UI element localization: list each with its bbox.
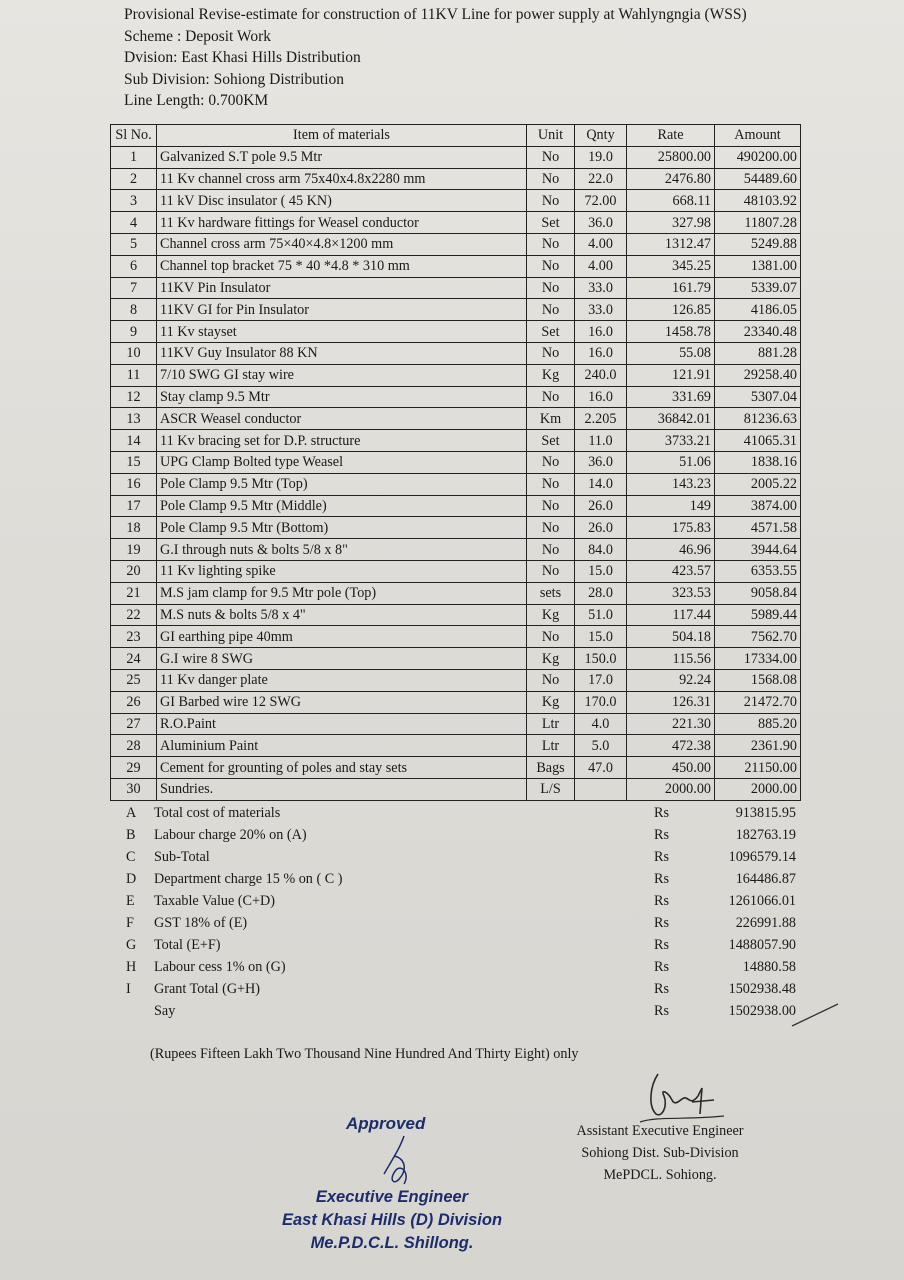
table-row xyxy=(111,321,801,343)
cell-unit: No xyxy=(527,451,575,473)
cell-item: Pole Clamp 9.5 Mtr (Top) xyxy=(157,473,527,495)
cell-sl-no: 26 xyxy=(111,691,157,713)
cell-qty: 15.0 xyxy=(575,560,627,582)
cell-sl-no: 18 xyxy=(111,517,157,539)
cell-sl-no: 21 xyxy=(111,582,157,604)
summary-description: Say xyxy=(154,1003,176,1019)
cell-amount: 48103.92 xyxy=(715,190,801,212)
cell-item: 7/10 SWG GI stay wire xyxy=(157,364,527,386)
summary-currency: Rs xyxy=(654,915,669,931)
sub-division-line: Sub Division: Sohiong Distribution xyxy=(124,70,345,88)
summary-row xyxy=(118,912,818,934)
summary-row xyxy=(118,846,818,868)
cell-amount: 6353.55 xyxy=(715,560,801,582)
summary-description: Department charge 15 % on ( C ) xyxy=(154,871,343,887)
cell-amount: 881.28 xyxy=(715,342,801,364)
table-row xyxy=(111,255,801,277)
table-row xyxy=(111,190,801,212)
assistant-engineer-block xyxy=(540,1120,780,1186)
cell-amount: 3944.64 xyxy=(715,539,801,561)
cell-sl-no: 3 xyxy=(111,190,157,212)
cell-qty: 4.0 xyxy=(575,713,627,735)
col-rate: Rate xyxy=(627,125,715,147)
cell-rate: 143.23 xyxy=(627,473,715,495)
summary-key: B xyxy=(126,827,136,843)
cell-unit: No xyxy=(527,495,575,517)
cell-item: M.S nuts & bolts 5/8 x 4" xyxy=(157,604,527,626)
cell-sl-no: 17 xyxy=(111,495,157,517)
cell-qty: 36.0 xyxy=(575,212,627,234)
cell-unit: Set xyxy=(527,212,575,234)
cell-rate: 46.96 xyxy=(627,539,715,561)
table-row xyxy=(111,277,801,299)
table-row xyxy=(111,539,801,561)
cell-item: Pole Clamp 9.5 Mtr (Bottom) xyxy=(157,517,527,539)
cell-amount: 7562.70 xyxy=(715,626,801,648)
cell-item: ASCR Weasel conductor xyxy=(157,408,527,430)
summary-description: GST 18% of (E) xyxy=(154,915,248,931)
cell-sl-no: 10 xyxy=(111,342,157,364)
summary-currency: Rs xyxy=(654,937,669,953)
col-sl-no: Sl No. xyxy=(111,125,157,147)
cell-amount: 5307.04 xyxy=(715,386,801,408)
table-row xyxy=(111,778,801,800)
table-header-row xyxy=(111,125,801,147)
cell-unit: No xyxy=(527,255,575,277)
cell-sl-no: 9 xyxy=(111,321,157,343)
cell-amount: 4571.58 xyxy=(715,517,801,539)
summary-description: Sub-Total xyxy=(154,849,210,865)
cell-rate: 472.38 xyxy=(627,735,715,757)
cell-qty: 33.0 xyxy=(575,277,627,299)
ee-title: Executive Engineer xyxy=(315,1188,469,1206)
cell-amount: 41065.31 xyxy=(715,430,801,452)
cell-sl-no: 15 xyxy=(111,451,157,473)
cell-qty: 15.0 xyxy=(575,626,627,648)
cell-rate: 175.83 xyxy=(627,517,715,539)
ee-office: Me.P.D.C.L. Shillong. xyxy=(310,1234,474,1252)
table-row xyxy=(111,168,801,190)
cell-rate: 327.98 xyxy=(627,212,715,234)
summary-description: Grant Total (G+H) xyxy=(154,981,261,997)
cell-item: Sundries. xyxy=(157,778,527,800)
cell-rate: 126.85 xyxy=(627,299,715,321)
cell-unit: L/S xyxy=(527,778,575,800)
cell-item: Channel top bracket 75 * 40 *4.8 * 310 mm xyxy=(157,255,527,277)
summary-currency: Rs xyxy=(654,805,669,821)
summary-value: 164486.87 xyxy=(735,871,796,887)
cell-sl-no: 30 xyxy=(111,778,157,800)
table-row xyxy=(111,648,801,670)
cell-qty: 16.0 xyxy=(575,321,627,343)
table-row xyxy=(111,430,801,452)
cell-unit: Kg xyxy=(527,648,575,670)
table-row xyxy=(111,386,801,408)
cell-amount: 1568.08 xyxy=(715,669,801,691)
amount-in-words: (Rupees Fifteen Lakh Two Thousand Nine Hundred And Thirty Eight) only xyxy=(150,1046,579,1062)
cell-sl-no: 22 xyxy=(111,604,157,626)
cell-amount: 54489.60 xyxy=(715,168,801,190)
cell-unit: No xyxy=(527,669,575,691)
cell-amount: 1381.00 xyxy=(715,255,801,277)
cell-unit: Kg xyxy=(527,691,575,713)
cell-item: 11KV Pin Insulator xyxy=(157,277,527,299)
table-row xyxy=(111,560,801,582)
document-header xyxy=(124,4,884,112)
cell-qty: 28.0 xyxy=(575,582,627,604)
cell-rate: 450.00 xyxy=(627,757,715,779)
cell-amount: 3874.00 xyxy=(715,495,801,517)
cell-qty: 4.00 xyxy=(575,233,627,255)
cell-sl-no: 11 xyxy=(111,364,157,386)
cell-rate: 117.44 xyxy=(627,604,715,626)
cell-item: M.S jam clamp for 9.5 Mtr pole (Top) xyxy=(157,582,527,604)
cell-qty: 26.0 xyxy=(575,495,627,517)
summary-key: G xyxy=(126,937,137,953)
cell-amount: 1838.16 xyxy=(715,451,801,473)
cell-amount: 4186.05 xyxy=(715,299,801,321)
cell-unit: No xyxy=(527,233,575,255)
col-amount: Amount xyxy=(715,125,801,147)
cell-sl-no: 7 xyxy=(111,277,157,299)
cell-sl-no: 28 xyxy=(111,735,157,757)
cell-item: 11KV Guy Insulator 88 KN xyxy=(157,342,527,364)
signature-ae xyxy=(628,1066,728,1124)
cell-qty: 19.0 xyxy=(575,146,627,168)
table-row xyxy=(111,212,801,234)
cell-item: Aluminium Paint xyxy=(157,735,527,757)
cell-item: G.I wire 8 SWG xyxy=(157,648,527,670)
cell-unit: No xyxy=(527,626,575,648)
cell-unit: No xyxy=(527,517,575,539)
table-row xyxy=(111,473,801,495)
summary-row xyxy=(118,978,818,1000)
table-row xyxy=(111,757,801,779)
cell-unit: No xyxy=(527,473,575,495)
cell-sl-no: 1 xyxy=(111,146,157,168)
summary-description: Labour cess 1% on (G) xyxy=(154,959,286,975)
cell-item: 11 Kv bracing set for D.P. structure xyxy=(157,430,527,452)
cell-rate: 25800.00 xyxy=(627,146,715,168)
summary-key: E xyxy=(126,893,135,909)
cell-unit: Bags xyxy=(527,757,575,779)
cell-item: 11 Kv stayset xyxy=(157,321,527,343)
cell-amount: 5339.07 xyxy=(715,277,801,299)
scheme-line: Scheme : Deposit Work xyxy=(124,27,271,45)
table-row xyxy=(111,299,801,321)
cell-unit: No xyxy=(527,560,575,582)
cell-unit: sets xyxy=(527,582,575,604)
cell-qty: 16.0 xyxy=(575,342,627,364)
summary-value: 182763.19 xyxy=(735,827,796,843)
summary-currency: Rs xyxy=(654,959,669,975)
summary-key: F xyxy=(126,915,134,931)
cell-sl-no: 25 xyxy=(111,669,157,691)
cell-rate: 1312.47 xyxy=(627,233,715,255)
summary-row xyxy=(118,890,818,912)
cell-sl-no: 24 xyxy=(111,648,157,670)
table-row xyxy=(111,342,801,364)
summary-key: D xyxy=(126,871,137,887)
summary-currency: Rs xyxy=(654,827,669,843)
cell-qty: 22.0 xyxy=(575,168,627,190)
table-row xyxy=(111,691,801,713)
cell-sl-no: 16 xyxy=(111,473,157,495)
cell-sl-no: 2 xyxy=(111,168,157,190)
summary-currency: Rs xyxy=(654,893,669,909)
cell-sl-no: 23 xyxy=(111,626,157,648)
cell-rate: 331.69 xyxy=(627,386,715,408)
cell-item: Stay clamp 9.5 Mtr xyxy=(157,386,527,408)
cell-unit: No xyxy=(527,539,575,561)
approved-stamp: Approved xyxy=(346,1114,426,1133)
cell-rate: 161.79 xyxy=(627,277,715,299)
cell-qty: 170.0 xyxy=(575,691,627,713)
summary-description: Total cost of materials xyxy=(154,805,281,821)
cell-unit: No xyxy=(527,190,575,212)
cell-item: Pole Clamp 9.5 Mtr (Middle) xyxy=(157,495,527,517)
summary-description: Taxable Value (C+D) xyxy=(154,893,275,909)
cell-qty: 17.0 xyxy=(575,669,627,691)
materials-table xyxy=(110,124,801,801)
cell-amount: 9058.84 xyxy=(715,582,801,604)
cell-rate: 345.25 xyxy=(627,255,715,277)
cell-item: 11 Kv channel cross arm 75x40x4.8x2280 mm xyxy=(157,168,527,190)
cell-item: Galvanized S.T pole 9.5 Mtr xyxy=(157,146,527,168)
cell-item: 11 Kv danger plate xyxy=(157,669,527,691)
summary-currency: Rs xyxy=(654,1003,669,1019)
cell-sl-no: 27 xyxy=(111,713,157,735)
ae-subdivision: Sohiong Dist. Sub-Division xyxy=(581,1145,739,1161)
summary-currency: Rs xyxy=(654,871,669,887)
cell-item: 11 kV Disc insulator ( 45 KN) xyxy=(157,190,527,212)
summary-row xyxy=(118,824,818,846)
cell-amount: 23340.48 xyxy=(715,321,801,343)
cell-rate: 126.31 xyxy=(627,691,715,713)
table-row xyxy=(111,517,801,539)
cost-summary xyxy=(118,802,818,1022)
cell-qty: 16.0 xyxy=(575,386,627,408)
line-length: Line Length: 0.700KM xyxy=(124,92,269,109)
cell-sl-no: 29 xyxy=(111,757,157,779)
cell-unit: No xyxy=(527,299,575,321)
summary-row xyxy=(118,956,818,978)
cell-rate: 323.53 xyxy=(627,582,715,604)
cell-unit: No xyxy=(527,386,575,408)
col-qty: Qnty xyxy=(575,125,627,147)
cell-item: 11KV GI for Pin Insulator xyxy=(157,299,527,321)
table-row xyxy=(111,364,801,386)
cell-item: 11 Kv lighting spike xyxy=(157,560,527,582)
table-row xyxy=(111,626,801,648)
summary-value: 1488057.90 xyxy=(728,937,796,953)
cell-unit: Kg xyxy=(527,364,575,386)
cell-unit: No xyxy=(527,277,575,299)
table-row xyxy=(111,495,801,517)
cell-qty: 14.0 xyxy=(575,473,627,495)
cell-amount: 81236.63 xyxy=(715,408,801,430)
table-row xyxy=(111,713,801,735)
col-unit: Unit xyxy=(527,125,575,147)
ee-division: East Khasi Hills (D) Division xyxy=(281,1211,503,1229)
ae-office: MePDCL. Sohiong. xyxy=(603,1167,717,1183)
summary-description: Total (E+F) xyxy=(154,937,221,953)
cell-sl-no: 12 xyxy=(111,386,157,408)
summary-row xyxy=(118,934,818,956)
cell-rate: 221.30 xyxy=(627,713,715,735)
cell-amount: 2005.22 xyxy=(715,473,801,495)
cell-rate: 115.56 xyxy=(627,648,715,670)
document-title: Provisional Revise-estimate for construction of 11KV Line for power supply at Wahlyngngia (WSS) xyxy=(124,6,747,23)
cell-amount: 29258.40 xyxy=(715,364,801,386)
cell-unit: No xyxy=(527,342,575,364)
cell-amount: 17334.00 xyxy=(715,648,801,670)
cell-sl-no: 19 xyxy=(111,539,157,561)
cell-rate: 55.08 xyxy=(627,342,715,364)
executive-engineer-stamp xyxy=(262,1186,522,1255)
table-row xyxy=(111,233,801,255)
cell-item: Cement for grounting of poles and stay sets xyxy=(157,757,527,779)
table-row xyxy=(111,451,801,473)
cell-unit: Ltr xyxy=(527,713,575,735)
table-row xyxy=(111,582,801,604)
cell-rate: 36842.01 xyxy=(627,408,715,430)
cell-sl-no: 20 xyxy=(111,560,157,582)
table-row xyxy=(111,146,801,168)
summary-currency: Rs xyxy=(654,849,669,865)
summary-value: 1261066.01 xyxy=(728,893,796,909)
cell-amount: 21150.00 xyxy=(715,757,801,779)
cell-rate: 51.06 xyxy=(627,451,715,473)
summary-value: 226991.88 xyxy=(735,915,796,931)
table-body xyxy=(111,146,801,800)
cell-qty: 47.0 xyxy=(575,757,627,779)
cell-amount: 21472.70 xyxy=(715,691,801,713)
table-row xyxy=(111,669,801,691)
table-row xyxy=(111,735,801,757)
cell-qty: 26.0 xyxy=(575,517,627,539)
cell-unit: Km xyxy=(527,408,575,430)
cell-rate: 1458.78 xyxy=(627,321,715,343)
cell-amount: 5989.44 xyxy=(715,604,801,626)
cell-item: Channel cross arm 75×40×4.8×1200 mm xyxy=(157,233,527,255)
summary-key: C xyxy=(126,849,136,865)
cell-item: G.I through nuts & bolts 5/8 x 8" xyxy=(157,539,527,561)
cell-qty: 240.0 xyxy=(575,364,627,386)
cell-amount: 2000.00 xyxy=(715,778,801,800)
summary-value: 14880.58 xyxy=(742,959,796,975)
cell-amount: 2361.90 xyxy=(715,735,801,757)
cell-unit: No xyxy=(527,168,575,190)
cell-qty: 5.0 xyxy=(575,735,627,757)
cell-amount: 5249.88 xyxy=(715,233,801,255)
cell-qty: 51.0 xyxy=(575,604,627,626)
division-line: Dvision: East Khasi Hills Distribution xyxy=(124,49,361,66)
cell-unit: Set xyxy=(527,430,575,452)
summary-value: 1502938.00 xyxy=(728,1003,796,1019)
summary-row xyxy=(118,1000,818,1022)
cell-sl-no: 4 xyxy=(111,212,157,234)
table-row xyxy=(111,604,801,626)
cell-qty xyxy=(575,778,627,800)
summary-key: A xyxy=(126,805,137,821)
cell-item: 11 Kv hardware fittings for Weasel conductor xyxy=(157,212,527,234)
cell-qty: 33.0 xyxy=(575,299,627,321)
cell-amount: 11807.28 xyxy=(715,212,801,234)
cell-qty: 72.00 xyxy=(575,190,627,212)
cell-unit: Ltr xyxy=(527,735,575,757)
cell-qty: 11.0 xyxy=(575,430,627,452)
summary-description: Labour charge 20% on (A) xyxy=(154,827,307,843)
summary-key: I xyxy=(126,981,131,997)
summary-value: 913815.95 xyxy=(735,805,796,821)
summary-value: 1096579.14 xyxy=(728,849,796,865)
summary-row xyxy=(118,802,818,824)
cell-unit: Set xyxy=(527,321,575,343)
cell-rate: 2000.00 xyxy=(627,778,715,800)
cell-unit: Kg xyxy=(527,604,575,626)
summary-key: H xyxy=(126,959,137,975)
cell-qty: 4.00 xyxy=(575,255,627,277)
tick-mark xyxy=(790,1000,840,1030)
cell-sl-no: 6 xyxy=(111,255,157,277)
cell-item: UPG Clamp Bolted type Weasel xyxy=(157,451,527,473)
cell-amount: 885.20 xyxy=(715,713,801,735)
cell-rate: 92.24 xyxy=(627,669,715,691)
cell-rate: 121.91 xyxy=(627,364,715,386)
cell-rate: 423.57 xyxy=(627,560,715,582)
cell-qty: 2.205 xyxy=(575,408,627,430)
cell-amount: 490200.00 xyxy=(715,146,801,168)
cell-rate: 504.18 xyxy=(627,626,715,648)
cell-unit: No xyxy=(527,146,575,168)
cell-item: GI earthing pipe 40mm xyxy=(157,626,527,648)
cell-qty: 36.0 xyxy=(575,451,627,473)
cell-qty: 150.0 xyxy=(575,648,627,670)
cell-sl-no: 13 xyxy=(111,408,157,430)
col-item: Item of materials xyxy=(157,125,527,147)
summary-currency: Rs xyxy=(654,981,669,997)
cell-item: R.O.Paint xyxy=(157,713,527,735)
ae-title: Assistant Executive Engineer xyxy=(576,1123,744,1139)
cell-sl-no: 5 xyxy=(111,233,157,255)
cell-qty: 84.0 xyxy=(575,539,627,561)
cell-sl-no: 14 xyxy=(111,430,157,452)
cell-rate: 149 xyxy=(627,495,715,517)
summary-row xyxy=(118,868,818,890)
signature-ee xyxy=(374,1134,424,1188)
cell-rate: 2476.80 xyxy=(627,168,715,190)
cell-sl-no: 8 xyxy=(111,299,157,321)
cell-item: GI Barbed wire 12 SWG xyxy=(157,691,527,713)
table-row xyxy=(111,408,801,430)
cell-rate: 3733.21 xyxy=(627,430,715,452)
cell-rate: 668.11 xyxy=(627,190,715,212)
summary-value: 1502938.48 xyxy=(728,981,796,997)
